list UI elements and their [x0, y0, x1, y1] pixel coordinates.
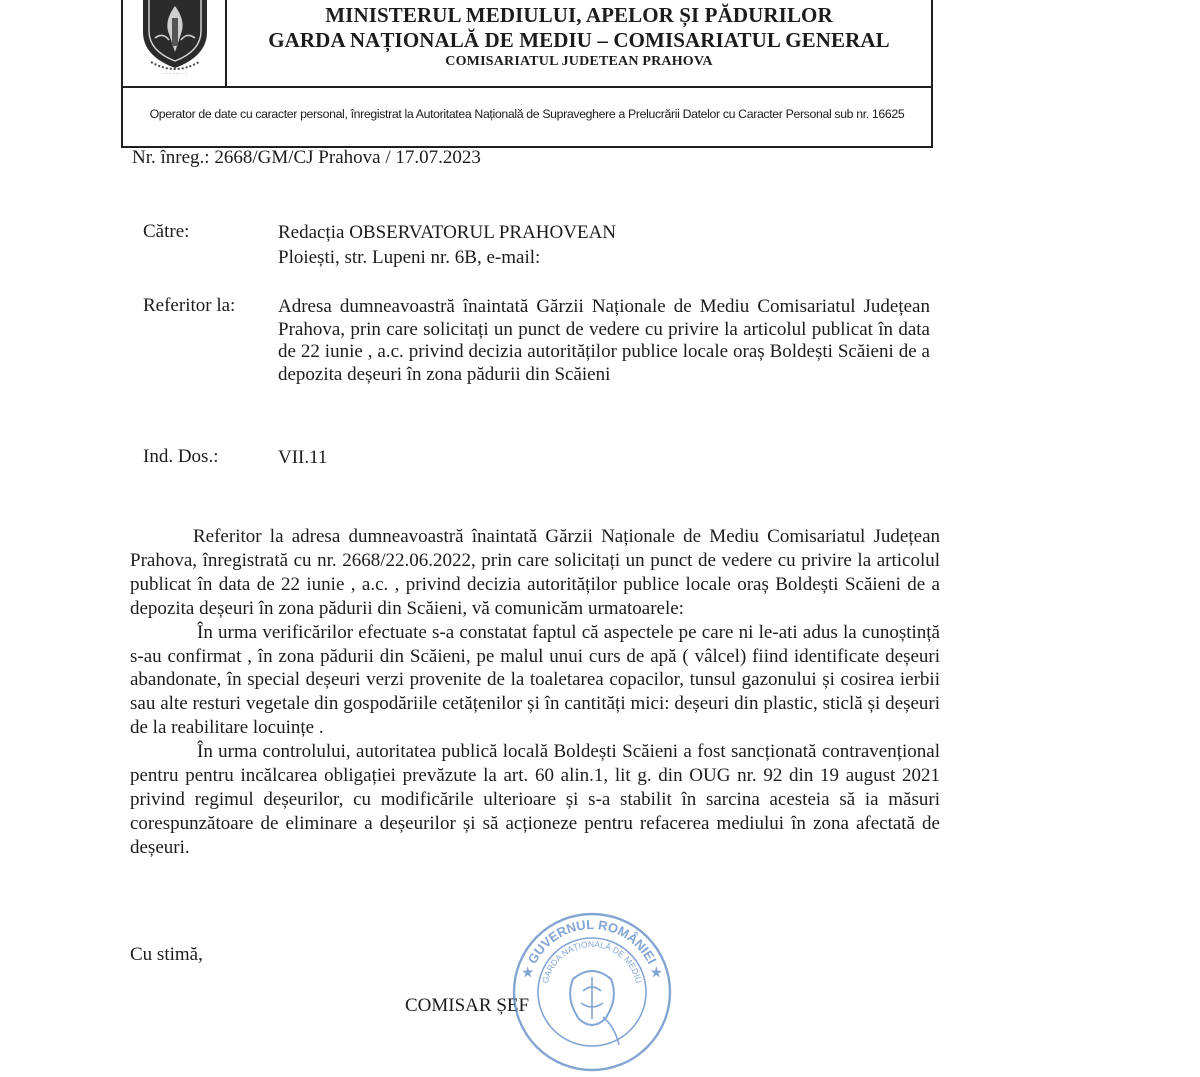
svg-text:GARDA NAȚIONALĂ DE MEDIU — [540, 939, 644, 984]
county-office: COMISARIATUL JUDETEAN PRAHOVA — [445, 54, 713, 69]
header-divider — [123, 86, 931, 88]
addressee-label: Către: — [143, 221, 190, 242]
signature-title: COMISAR ȘEF — [405, 995, 530, 1016]
closing-salutation: Cu stimă, — [130, 944, 203, 965]
romanian-coat-of-arms-icon — [135, 0, 215, 78]
letterhead — [121, 0, 933, 148]
data-operator-notice: Operator de date cu caracter personal, înregistrat la Autoritatea Națională de Supraveghere a Prelucrării Datelor cu Caracter Personal sub nr. 16625 — [149, 107, 905, 121]
stamp-inner-text: GARDA NAȚIONALĂ DE MEDIU — [539, 938, 645, 985]
agency-name: GARDA NAȚIONALĂ DE MEDIU – COMISARIATUL GENERAL — [268, 28, 890, 52]
letter-body — [130, 525, 940, 860]
addressee-name: Redacția OBSERVATORUL PRAHOVEAN — [278, 222, 617, 243]
body-paragraph-3: În urma controlului, autoritatea publică locală Boldești Scăieni a fost sancționată contravențional pentru pentru incălcarea obligației prevăzute la art. 60 alin.1, lit g. din OUG nr. 92 din 19 august 2021 privind regimul deșeurilor, cu modificările ulterioare și s-a stabilit în sarcina acesteia să ia măsuri corespunzătoare de eliminare a deșeurilor și să acționeze pentru refacerea mediului în zona afectată de deșeuri. — [130, 741, 940, 858]
svg-text:★ GUVERNUL ROMÂNIEI ★ — [519, 917, 666, 981]
addressee-address: Ploiești, str. Lupeni nr. 6B, e-mail: — [278, 247, 541, 268]
reference-label: Referitor la: — [143, 295, 236, 316]
svg-text:· · · · · · · ·: · · · · · · · · — [163, 71, 187, 77]
crest-cell — [123, 0, 227, 86]
dossier-label: Ind. Dos.: — [143, 446, 219, 467]
reference-text: Adresa dumneavoastră înaintată Gărzii Naționale de Mediu Comisariatul Județean Prahova, prin care solicitați un punct de vedere cu privire la articolul publicat în data de 22 iunie , a.c. privind decizia autorităților publice locale oraș Boldești Scăieni de a depozita deșeuri în zona pădurii din Scăieni — [278, 296, 930, 385]
registration-number: Nr. înreg.: 2668/GM/CJ Prahova / 17.07.2023 — [132, 147, 481, 168]
body-paragraph-1: Referitor la adresa dumneavoastră înaintată Gărzii Naționale de Mediu Comisariatul Județean Prahova, înregistrată cu nr. 2668/22.06.2022, prin care solicitați un punct de vedere cu privire la articolul publicat în data de 22 iunie , a.c. , privind decizia autorităților publice locale oraș Boldești Scăieni de a depozita deșeuri în zona pădurii din Scăieni, vă comunicăm urmatoarele: — [130, 526, 940, 619]
stamp-outer-text: ★ GUVERNUL ROMÂNIEI ★ — [518, 916, 666, 981]
dossier-value: VII.11 — [278, 447, 328, 468]
body-paragraph-2: În urma verificărilor efectuate s-a constatat faptul că aspectele pe care ni le-ati adus la cunoștință s-au confirmat , în zona pădurii din Scăieni, pe malul unui curs de apă ( vâlcel) fiind identificate deșeuri abandonate, în special deșeuri verzi provenite de la toaletarea copacilor, tunsul gazonului și cosirea ierbii sau alte resturi vegetale din gospodăriile cetățenilor și în cantități mici: deșeuri din plastic, sticlă și deșeuri de la reabilitare locuințe . — [130, 621, 940, 739]
ministry-name: MINISTERUL MEDIULUI, APELOR ȘI PĂDURILOR — [325, 3, 833, 27]
official-round-stamp-icon — [507, 907, 677, 1077]
